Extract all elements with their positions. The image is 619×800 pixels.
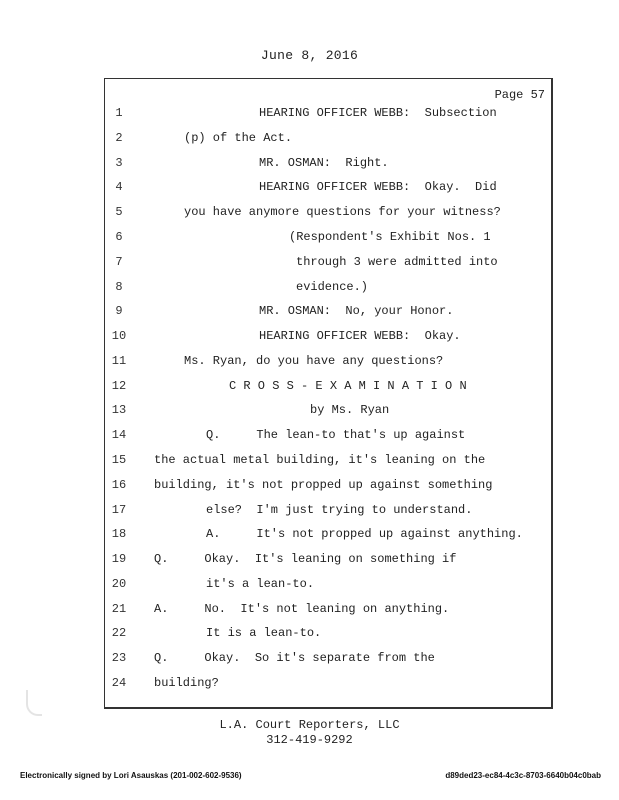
line-text: the actual metal building, it's leaning on the	[154, 453, 486, 467]
line-text: building, it's not propped up against something	[154, 478, 493, 492]
line-text: (Respondent's Exhibit Nos. 1	[289, 230, 491, 244]
line-text: C R O S S - E X A M I N A T I O N	[229, 379, 467, 393]
line-number: 1	[115, 106, 123, 120]
signature-text: Electronically signed by Lori Asauskas (201-002-602-9536)	[20, 771, 242, 780]
line-text: you have anymore questions for your witness?	[184, 205, 501, 219]
line-number: 19	[111, 552, 127, 566]
line-number: 6	[115, 230, 123, 244]
line-number: 18	[111, 527, 127, 541]
line-text: A. No. It's not leaning on anything.	[154, 602, 450, 616]
line-number: 23	[111, 651, 127, 665]
line-text: Q. The lean-to that's up against	[206, 428, 466, 442]
line-text: it's a lean-to.	[206, 577, 315, 591]
line-text: (p) of the Act.	[184, 131, 293, 145]
line-number: 3	[115, 156, 123, 170]
line-number: 7	[115, 255, 123, 269]
line-number: 24	[111, 676, 127, 690]
transcript-box	[104, 78, 553, 709]
footer-phone: 312-419-9292	[266, 733, 353, 747]
line-number: 20	[111, 577, 127, 591]
line-number: 14	[111, 428, 127, 442]
line-text: through 3 were admitted into	[296, 255, 498, 269]
line-number: 17	[111, 503, 127, 517]
line-number: 4	[115, 180, 123, 194]
line-number: 22	[111, 626, 127, 640]
line-text: else? I'm just trying to understand.	[206, 503, 473, 517]
line-number: 13	[111, 403, 127, 417]
line-text: Q. Okay. It's leaning on something if	[154, 552, 457, 566]
line-number: 10	[111, 329, 127, 343]
document-hash: d89ded23-ec84-4c3c-8703-6640b04c0bab	[445, 771, 601, 780]
line-text: It is a lean-to.	[206, 626, 322, 640]
line-number: 8	[115, 280, 123, 294]
line-text: building?	[154, 676, 219, 690]
line-text: evidence.)	[296, 280, 369, 294]
scan-margin-mark	[26, 690, 42, 716]
line-text: HEARING OFFICER WEBB: Okay. Did	[259, 180, 497, 194]
line-text: MR. OSMAN: Right.	[259, 156, 389, 170]
header-date: June 8, 2016	[260, 48, 359, 63]
line-text: Ms. Ryan, do you have any questions?	[184, 354, 444, 368]
line-text: Q. Okay. So it's separate from the	[154, 651, 435, 665]
line-number: 5	[115, 205, 123, 219]
line-text: HEARING OFFICER WEBB: Subsection	[259, 106, 497, 120]
line-text: by Ms. Ryan	[310, 403, 390, 417]
line-number: 9	[115, 304, 123, 318]
line-number: 12	[111, 379, 127, 393]
line-text: MR. OSMAN: No, your Honor.	[259, 304, 454, 318]
line-text: HEARING OFFICER WEBB: Okay.	[259, 329, 461, 343]
line-number: 21	[111, 602, 127, 616]
page-number: Page 57	[494, 88, 545, 102]
line-number: 11	[111, 354, 127, 368]
line-text: A. It's not propped up against anything.	[206, 527, 523, 541]
line-number: 15	[111, 453, 127, 467]
line-number: 16	[111, 478, 127, 492]
footer-company: L.A. Court Reporters, LLC	[219, 718, 400, 732]
line-number: 2	[115, 131, 123, 145]
